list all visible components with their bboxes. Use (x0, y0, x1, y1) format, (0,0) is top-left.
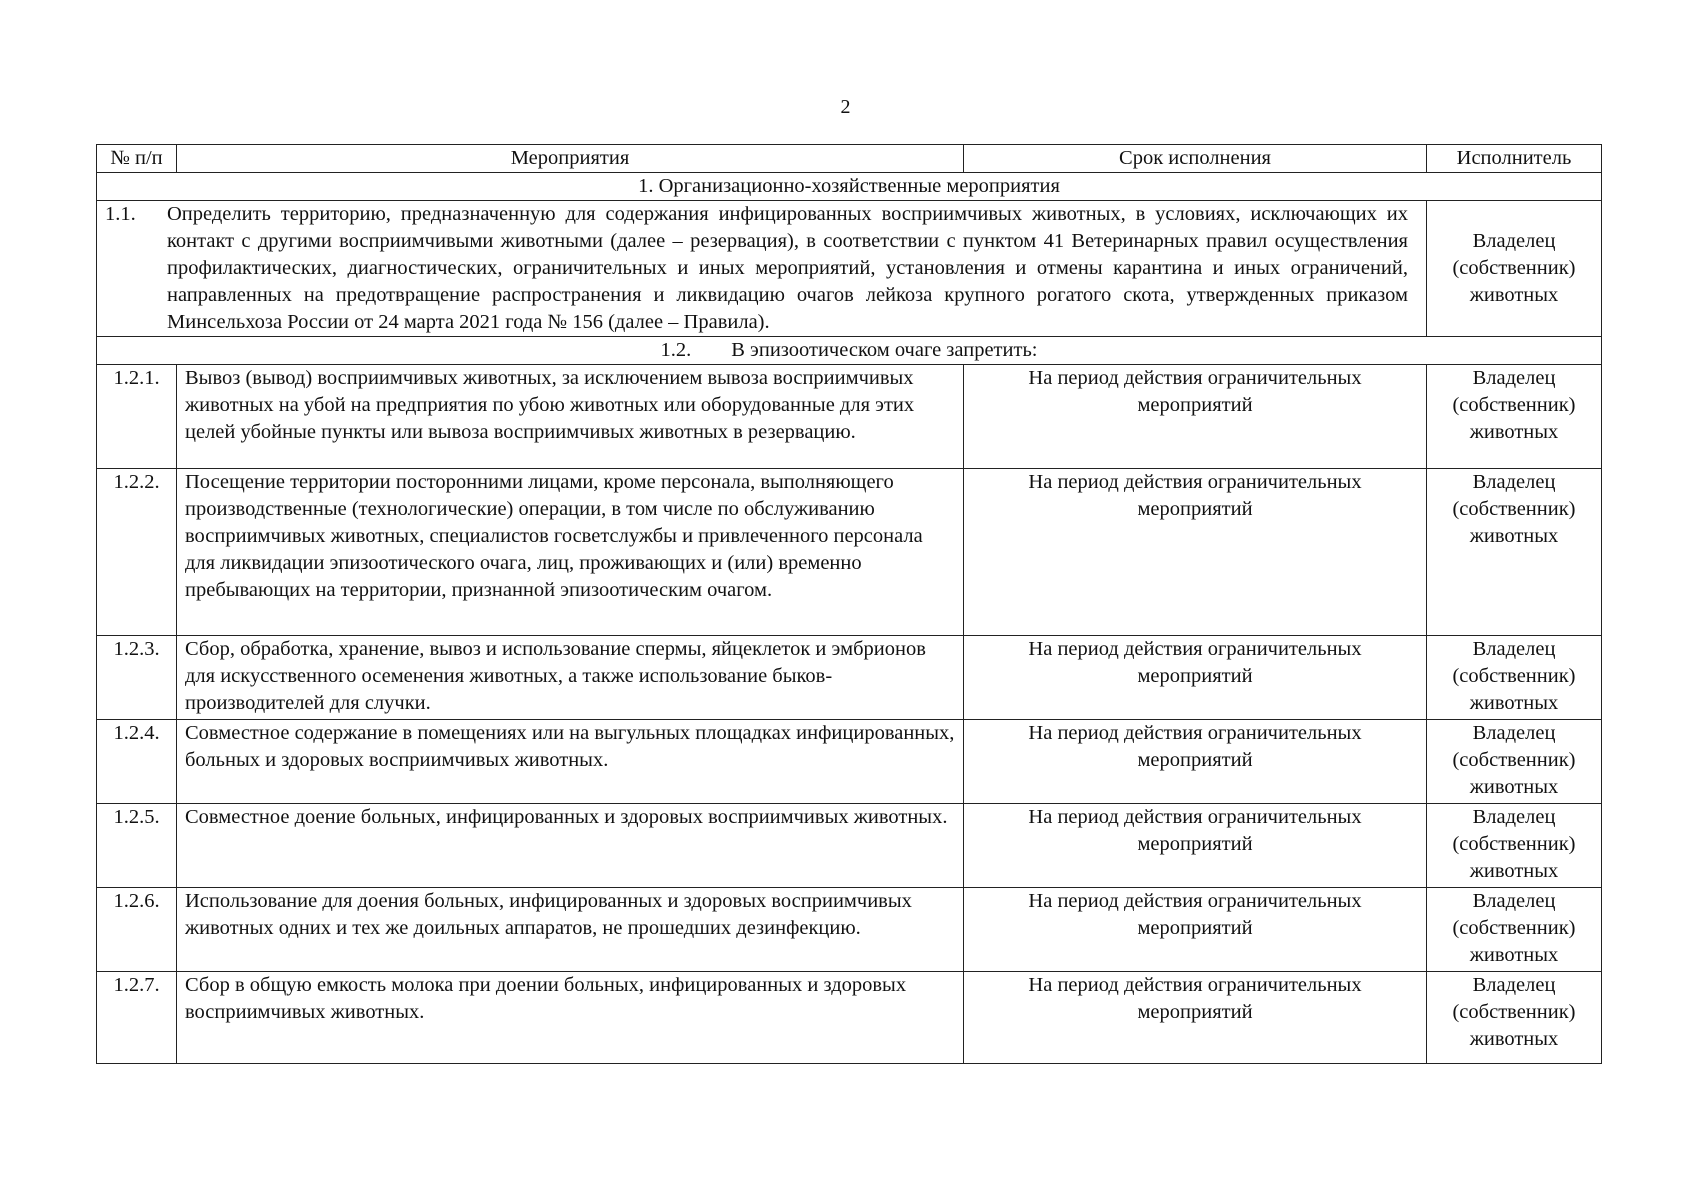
row-executor: Владелец (собственник) животных (1427, 469, 1602, 636)
row-executor: Владелец (собственник) животных (1427, 636, 1602, 720)
row-term: На период действия ограничительных мероприятий (964, 972, 1427, 1064)
table-row (97, 720, 1602, 804)
header-measure: Мероприятия (177, 145, 964, 173)
row-term: На период действия ограничительных мероприятий (964, 720, 1427, 804)
table-row (97, 972, 1602, 1064)
row-measure: Совместное содержание в помещениях или на выгульных площадках инфицированных, больных и здоровых восприимчивых животных. (177, 720, 964, 804)
subsection-num: 1.2. (660, 339, 692, 361)
row-measure: Сбор, обработка, хранение, вывоз и использование спермы, яйцеклеток и эмбрионов для искусственного осеменения животных, а также использование быков-производителей для случки. (177, 636, 964, 720)
row-term: На период действия ограничительных мероприятий (964, 804, 1427, 888)
table-row (97, 201, 1602, 337)
measures-table (96, 144, 1602, 1064)
subsection-row (97, 337, 1602, 365)
row-num: 1.2.4. (97, 720, 177, 804)
row-measure: Определить территорию, предназначенную для содержания инфицированных восприимчивых животных, в условиях, исключающих их контакт с другими восприимчивыми животными (далее – резервация), в соответствии с пунктом 41 Ветеринарных правил осуществления профилактических, диагностических, ограничительных и иных мероприятий, установления и отмены карантина и иных ограничений, направленных на предотвращение распространения и ликвидацию очагов лейкоза крупного рогатого скота, утвержденных приказом Минсельхоза России от 24 марта 2021 года № 156 (далее – Правила). (167, 203, 1408, 333)
row-num: 1.2.2. (97, 469, 177, 636)
table-row (97, 804, 1602, 888)
row-num: 1.2.5. (97, 804, 177, 888)
row-executor: Владелец (собственник) животных (1427, 365, 1602, 469)
subsection-title: В эпизоотическом очаге запретить: (731, 339, 1038, 361)
subsection-cell (97, 337, 1602, 365)
row-term: На период действия ограничительных мероприятий (964, 888, 1427, 972)
row-executor: Владелец (собственник) животных (1427, 804, 1602, 888)
row-term: На период действия ограничительных мероприятий (964, 469, 1427, 636)
row-executor: Владелец (собственник) животных (1427, 201, 1602, 337)
table-row (97, 888, 1602, 972)
row-num: 1.2.6. (97, 888, 177, 972)
row-num: 1.2.7. (97, 972, 177, 1064)
row-executor: Владелец (собственник) животных (1427, 720, 1602, 804)
row-num: 1.2.3. (97, 636, 177, 720)
row-measure: Посещение территории посторонними лицами, кроме персонала, выполняющего производственные (технологические) операции, в том числе по обслуживанию восприимчивых животных, специалистов госветслужбы и привлеченного персонала для ликвидации эпизоотического очага, лиц, проживающих и (или) временно пребывающих на территории, признанной эпизоотическим очагом. (177, 469, 964, 636)
table-row (97, 636, 1602, 720)
header-num: № п/п (97, 145, 177, 173)
row-measure: Использование для доения больных, инфицированных и здоровых восприимчивых животных одних и тех же доильных аппаратов, не прошедших дезинфекцию. (177, 888, 964, 972)
table-row (97, 469, 1602, 636)
row-term: На период действия ограничительных мероприятий (964, 636, 1427, 720)
table-header-row (97, 145, 1602, 173)
table-row (97, 365, 1602, 469)
row-measure: Сбор в общую емкость молока при доении больных, инфицированных и здоровых восприимчивых животных. (177, 972, 964, 1064)
header-executor: Исполнитель (1427, 145, 1602, 173)
row-executor: Владелец (собственник) животных (1427, 972, 1602, 1064)
page-number: 2 (840, 96, 851, 118)
row-num: 1.1. (105, 203, 136, 225)
row-num: 1.2.1. (97, 365, 177, 469)
section-title: 1. Организационно-хозяйственные мероприятия (97, 173, 1602, 201)
row-measure: Совместное доение больных, инфицированных и здоровых восприимчивых животных. (177, 804, 964, 888)
row-measure: Вывоз (вывод) восприимчивых животных, за исключением вывоза восприимчивых животных на убой на предприятия по убою животных или оборудованные для этих целей убойные пункты или вывоза восприимчивых животных в резервацию. (177, 365, 964, 469)
header-term: Срок исполнения (964, 145, 1427, 173)
row-executor: Владелец (собственник) животных (1427, 888, 1602, 972)
section-row (97, 173, 1602, 201)
row-1-1-cell (97, 201, 1427, 337)
row-term: На период действия ограничительных мероприятий (964, 365, 1427, 469)
